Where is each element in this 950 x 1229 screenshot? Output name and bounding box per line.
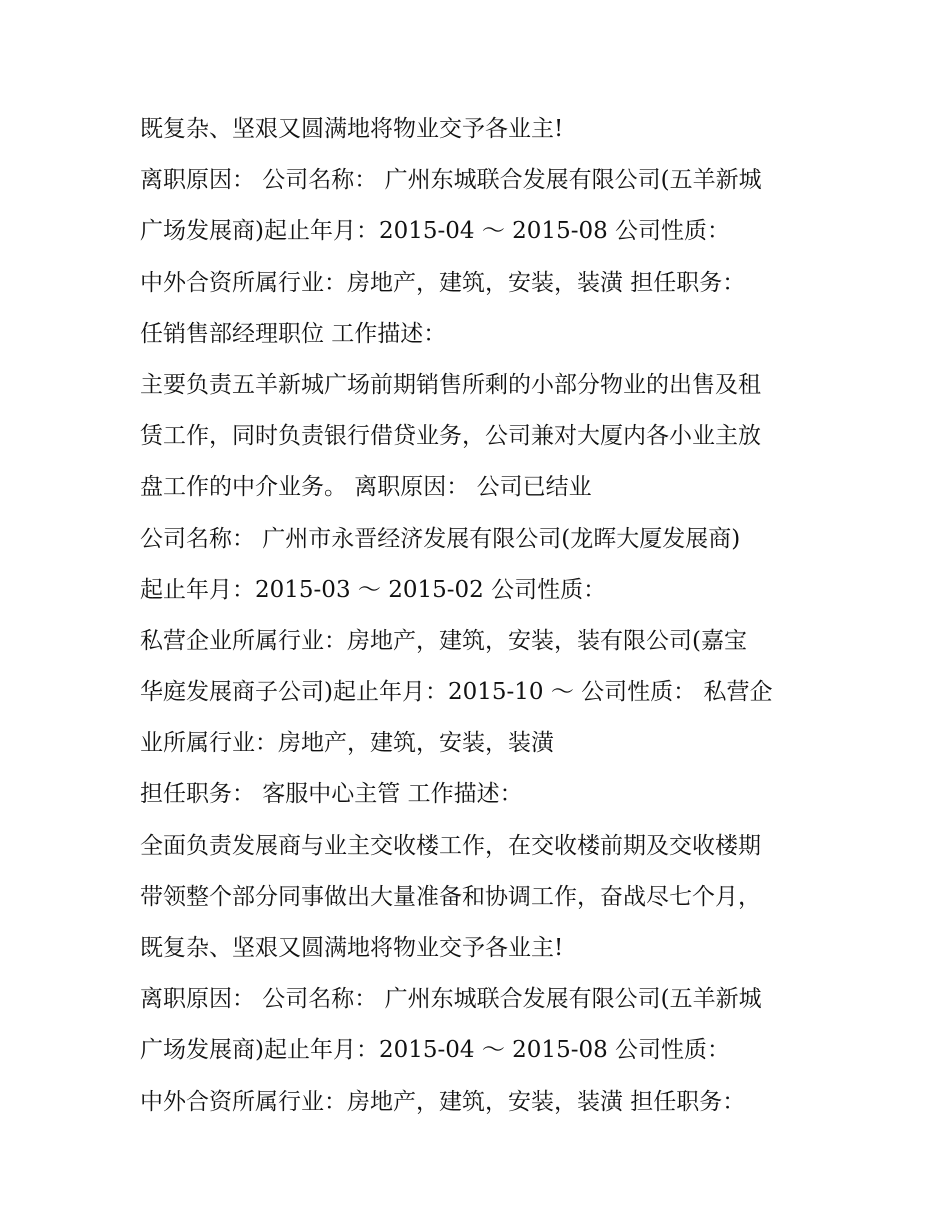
document-body — [140, 108, 830, 1132]
text-line: 私营企业所属行业：房地产，建筑，安装，装有限公司(嘉宝 — [140, 627, 747, 654]
text-line: 中外合资所属行业：房地产，建筑，安装，装潢 担任职务： — [140, 269, 746, 296]
text-line: 广场发展商)起止年月：2015-04 ～ 2015-08 公司性质： — [140, 1037, 731, 1064]
text-line: 中外合资所属行业：房地产，建筑，安装，装潢 担任职务： — [140, 1088, 746, 1115]
text-line: 盘工作的中介业务。 离职原因： 公司已结业 — [140, 474, 592, 501]
text-line: 起止年月：2015-03 ～ 2015-02 公司性质： — [140, 576, 607, 603]
text-line: 担任职务： 客服中心主管 工作描述： — [140, 781, 523, 808]
text-line: 华庭发展商子公司)起止年月：2015-10 ～ 公司性质： 私营企 — [140, 679, 773, 706]
text-line: 广场发展商)起止年月：2015-04 ～ 2015-08 公司性质： — [140, 218, 731, 245]
text-line: 全面负责发展商与业主交收楼工作，在交收楼前期及交收楼期 — [140, 832, 761, 859]
text-line: 带领整个部分同事做出大量准备和协调工作，奋战尽七个月， — [140, 883, 761, 910]
text-line: 离职原因： 公司名称： 广州东城联合发展有限公司(五羊新城 — [140, 167, 762, 194]
text-line: 既复杂、坚艰又圆满地将物业交予各业主! — [140, 935, 564, 961]
text-line: 任销售部经理职位 工作描述： — [140, 320, 447, 347]
text-line: 公司名称： 广州市永晋经济发展有限公司(龙晖大厦发展商) — [140, 525, 741, 552]
text-line: 离职原因： 公司名称： 广州东城联合发展有限公司(五羊新城 — [140, 986, 762, 1013]
text-line: 业所属行业：房地产，建筑，安装，装潢 — [140, 730, 554, 757]
text-line: 赁工作，同时负责银行借贷业务，公司兼对大厦内各小业主放 — [140, 423, 761, 450]
text-line: 主要负责五羊新城广场前期销售所剩的小部分物业的出售及租 — [140, 371, 761, 398]
text-line: 既复杂、坚艰又圆满地将物业交予各业主! — [140, 116, 564, 142]
